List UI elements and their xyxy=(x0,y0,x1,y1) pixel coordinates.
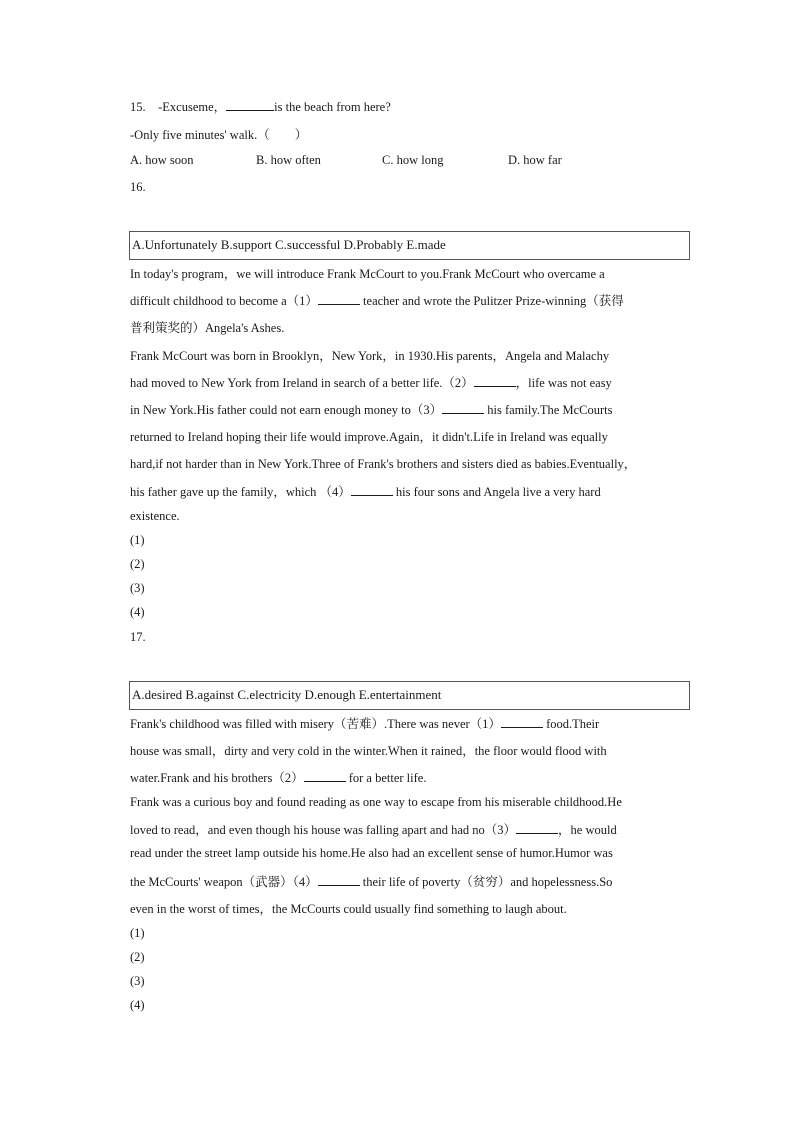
q16-line-7: returned to Ireland hoping their life would improve.Again，it didn't.Life in Ireland was equally xyxy=(130,430,608,444)
q16-word-bank: A.Unfortunately B.support C.successful D.Probably E.made xyxy=(129,231,690,260)
q16-line-1: In today's program，we will introduce Frank McCourt to you.Frank McCourt who overcame a xyxy=(130,267,605,281)
q16-line-4: Frank McCourt was born in Brooklyn，New York，in 1930.His parents，Angela and Malachy xyxy=(130,349,610,363)
q17-line-7: the McCourts' weapon（武器）（4） their life of poverty（贫穷）and hopelessness.So xyxy=(130,875,613,889)
q16-blank-3[interactable] xyxy=(442,402,484,414)
q17-blank-2[interactable] xyxy=(304,770,346,782)
q17-number: 17. xyxy=(130,630,146,644)
q15-option-d[interactable]: D. how far xyxy=(508,153,562,167)
q16-line-5: had moved to New York from Ireland in search of a better life.（2） ，life was not easy xyxy=(130,376,612,390)
q16-answer-1[interactable]: (1) xyxy=(130,533,145,547)
q17-blank-3[interactable] xyxy=(516,822,558,834)
q17-line-2: house was small，dirty and very cold in the winter.When it rained，the floor would flood with xyxy=(130,744,607,758)
q16-line-2: difficult childhood to become a（1） teacher and wrote the Pulitzer Prize-winning（获得 xyxy=(130,294,624,308)
q17-line-5: loved to read，and even though his house was falling apart and had no（3） ，he would xyxy=(130,823,617,837)
q16-line-8: hard,if not harder than in New York.Three of Frank's brothers and sisters died as babies.Eventually， xyxy=(130,457,637,471)
q16-answer-2[interactable]: (2) xyxy=(130,557,145,571)
q17-answer-1[interactable]: (1) xyxy=(130,926,145,940)
q15-option-a[interactable]: A. how soon xyxy=(130,153,194,167)
q16-line-9: his father gave up the family，which （4） his four sons and Angela live a very hard xyxy=(130,485,601,499)
q16-blank-4[interactable] xyxy=(351,484,393,496)
q16-blank-1[interactable] xyxy=(318,293,360,305)
q17-blank-1[interactable] xyxy=(501,716,543,728)
q17-line-8: even in the worst of times，the McCourts could usually find something to laugh about. xyxy=(130,902,567,916)
q16-line-10: existence. xyxy=(130,509,180,523)
q15-option-c[interactable]: C. how long xyxy=(382,153,444,167)
q17-line-6: read under the street lamp outside his home.He also had an excellent sense of humor.Humor was xyxy=(130,846,613,860)
q17-blank-4[interactable] xyxy=(318,874,360,886)
q17-answer-3[interactable]: (3) xyxy=(130,974,145,988)
q15-question: 15. -Excuseme， is the beach from here? xyxy=(130,100,391,114)
q17-word-bank: A.desired B.against C.electricity D.enough E.entertainment xyxy=(129,681,690,710)
q16-answer-4[interactable]: (4) xyxy=(130,605,145,619)
q17-line-4: Frank was a curious boy and found reading as one way to escape from his miserable childhood.He xyxy=(130,795,622,809)
q16-answer-3[interactable]: (3) xyxy=(130,581,145,595)
q16-blank-2[interactable] xyxy=(474,375,516,387)
q15-number: 15. xyxy=(130,100,146,114)
q17-answer-4[interactable]: (4) xyxy=(130,998,145,1012)
q17-line-3: water.Frank and his brothers（2） for a better life. xyxy=(130,771,427,785)
q17-answer-2[interactable]: (2) xyxy=(130,950,145,964)
q16-line-3: 普利策奖的）Angela's Ashes. xyxy=(130,321,285,335)
q15-reply: -Only five minutes' walk.（ ） xyxy=(130,128,308,142)
q16-line-6: in New York.His father could not earn enough money to（3） his family.The McCourts xyxy=(130,403,613,417)
q15-option-b[interactable]: B. how often xyxy=(256,153,321,167)
q16-number: 16. xyxy=(130,180,146,194)
q15-blank xyxy=(226,99,274,111)
q17-line-1: Frank's childhood was filled with misery（苦难）.There was never（1） food.Their xyxy=(130,717,600,731)
